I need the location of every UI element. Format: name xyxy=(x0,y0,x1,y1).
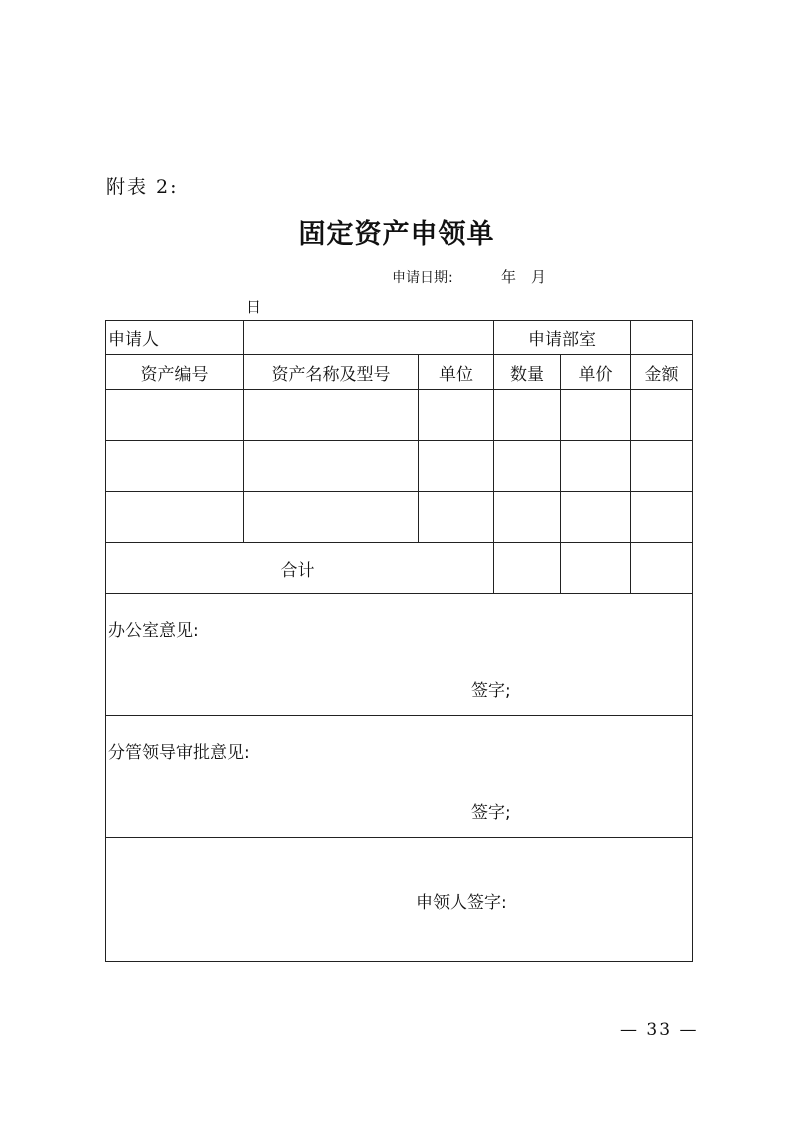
page-title: 固定资产申领单 xyxy=(298,219,495,250)
unit-price-cell[interactable] xyxy=(561,390,631,441)
unit-price-cell[interactable] xyxy=(561,441,631,492)
amount-cell[interactable] xyxy=(631,441,693,492)
date-label: 申请日期: xyxy=(392,270,453,286)
asset-request-form xyxy=(105,320,693,962)
page-number: — 33 — xyxy=(620,1020,699,1040)
date-month-label: 月 xyxy=(531,268,547,286)
table-row xyxy=(106,441,693,492)
quantity-cell[interactable] xyxy=(494,390,561,441)
attachment-label: 附表 2: xyxy=(106,176,179,198)
column-header-amount: 金额 xyxy=(631,355,693,390)
leader-opinion-section[interactable] xyxy=(106,716,693,838)
amount-cell[interactable] xyxy=(631,390,693,441)
recipient-sign-section[interactable] xyxy=(106,838,693,962)
asset-name-cell[interactable] xyxy=(244,441,419,492)
office-opinion-section[interactable] xyxy=(106,594,693,716)
unit-cell[interactable] xyxy=(419,390,494,441)
leader-sign-label: 签字; xyxy=(471,803,511,823)
asset-name-cell[interactable] xyxy=(244,492,419,543)
column-header-unit: 单位 xyxy=(419,355,494,390)
date-day-label: 日 xyxy=(246,298,262,316)
office-sign-label: 签字; xyxy=(471,681,511,701)
department-field[interactable] xyxy=(631,321,693,355)
office-opinion-label: 办公室意见: xyxy=(108,621,199,641)
unit-cell[interactable] xyxy=(419,441,494,492)
unit-cell[interactable] xyxy=(419,492,494,543)
total-label: 合计 xyxy=(106,543,494,594)
table-row xyxy=(106,492,693,543)
applicant-label: 申请人 xyxy=(106,321,244,355)
asset-number-cell[interactable] xyxy=(106,390,244,441)
column-header-asset-name-model: 资产名称及型号 xyxy=(244,355,419,390)
asset-name-cell[interactable] xyxy=(244,390,419,441)
column-header-quantity: 数量 xyxy=(494,355,561,390)
amount-cell[interactable] xyxy=(631,492,693,543)
quantity-cell[interactable] xyxy=(494,441,561,492)
asset-number-cell[interactable] xyxy=(106,492,244,543)
department-label: 申请部室 xyxy=(494,321,631,355)
total-unit-price-cell[interactable] xyxy=(561,543,631,594)
date-year-label: 年 xyxy=(501,268,517,286)
recipient-sign-label: 申领人签字: xyxy=(416,893,507,913)
column-header-unit-price: 单价 xyxy=(561,355,631,390)
total-quantity-cell[interactable] xyxy=(494,543,561,594)
column-header-asset-number: 资产编号 xyxy=(106,355,244,390)
total-amount-cell[interactable] xyxy=(631,543,693,594)
asset-number-cell[interactable] xyxy=(106,441,244,492)
leader-opinion-label: 分管领导审批意见: xyxy=(108,743,250,763)
unit-price-cell[interactable] xyxy=(561,492,631,543)
table-row xyxy=(106,390,693,441)
applicant-field[interactable] xyxy=(244,321,494,355)
quantity-cell[interactable] xyxy=(494,492,561,543)
